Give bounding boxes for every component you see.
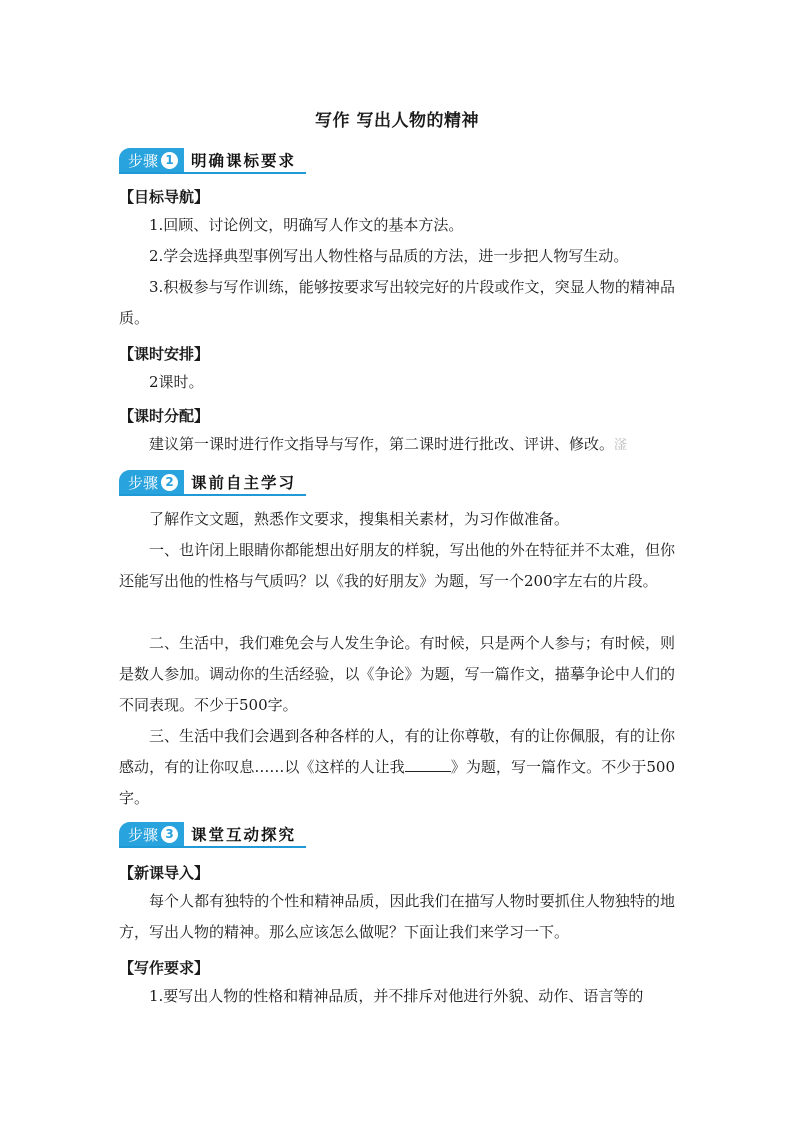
prestudy-intro: 了解作文文题，熟悉作文要求，搜集相关素材，为习作做准备。 — [149, 510, 570, 528]
step-1-label: 明确课标要求 — [191, 152, 297, 170]
step-3-tag-text: 步骤 — [128, 825, 159, 844]
goal-3: 3.积极参与写作训练，能够按要求写出较完好的片段或作文，突显人物的精神品质。 — [119, 278, 675, 327]
step-2-tag — [119, 470, 184, 494]
schedule-text: 2课时。 — [149, 373, 204, 391]
step-3-banner — [119, 822, 306, 848]
goal-heading: 【目标导航】 — [119, 188, 210, 206]
new-lesson-text: 每个人都有独特的个性和精神品质，因此我们在描写人物时要抓住人物独特的地方，写出人物的精神。那么应该怎么做呢？下面让我们来学习一下。 — [119, 892, 675, 941]
step-3-number-badge: 3 — [161, 826, 178, 843]
allocation-heading: 【课时分配】 — [119, 407, 210, 425]
schedule-heading: 【课时安排】 — [119, 345, 210, 363]
writing-task-3 — [119, 721, 675, 814]
step-1-number-badge: 1 — [161, 152, 178, 169]
writing-task-3-part-1: 三、生活中我们会遇到各种各样的人，有的让你尊敬，有的让你佩服，有的让你感动，有的让你叹息……以《这样的人让我 — [119, 727, 675, 776]
writing-requirement-1: 1.要写出人物的性格和精神品质，并不排斥对他进行外貌、动作、语言等的 — [149, 987, 644, 1005]
step-2-number-badge: 2 — [161, 474, 178, 491]
step-2-tag-text: 步骤 — [128, 473, 159, 492]
goal-1: 1.回顾、讨论例文，明确写人作文的基本方法。 — [149, 216, 464, 234]
step-3-tag — [119, 822, 184, 846]
step-1-tag — [119, 148, 184, 172]
new-lesson-heading: 【新课导入】 — [119, 864, 210, 882]
writing-task-1: 一、也许闭上眼睛你都能想出好朋友的样貌，写出他的外在特征并不太难，但你还能写出他的性格与气质吗？以《我的好朋友》为题，写一个200字左右的片段。 — [119, 541, 675, 590]
fill-in-blank — [405, 757, 451, 772]
step-2-label: 课前自主学习 — [191, 474, 297, 492]
writing-task-3-part-2: 》为题，写一篇作文。不少于500字。 — [119, 758, 675, 807]
step-1-tag-text: 步骤 — [128, 151, 159, 170]
step-3-label: 课堂互动探究 — [191, 826, 297, 844]
allocation-text-body: 建议第一课时进行作文指导与写作，第二课时进行批改、评讲、修改。 — [149, 435, 615, 453]
step-1-banner — [119, 148, 306, 174]
writing-task-2: 二、生活中，我们难免会与人发生争论。有时候，只是两个人参与；有时候，则是数人参加。调动你的生活经验，以《争论》为题，写一篇作文，描摹争论中人们的不同表现。不少于500字。 — [119, 634, 675, 714]
page-title: 写作 写出人物的精神 — [315, 111, 479, 131]
writing-requirements-heading: 【写作要求】 — [119, 959, 210, 977]
watermark-glyph: 滏 — [614, 438, 628, 453]
step-2-banner — [119, 470, 306, 496]
allocation-text — [119, 429, 679, 461]
goal-2: 2.学会选择典型事例写出人物性格与品质的方法，进一步把人物写生动。 — [149, 247, 629, 265]
